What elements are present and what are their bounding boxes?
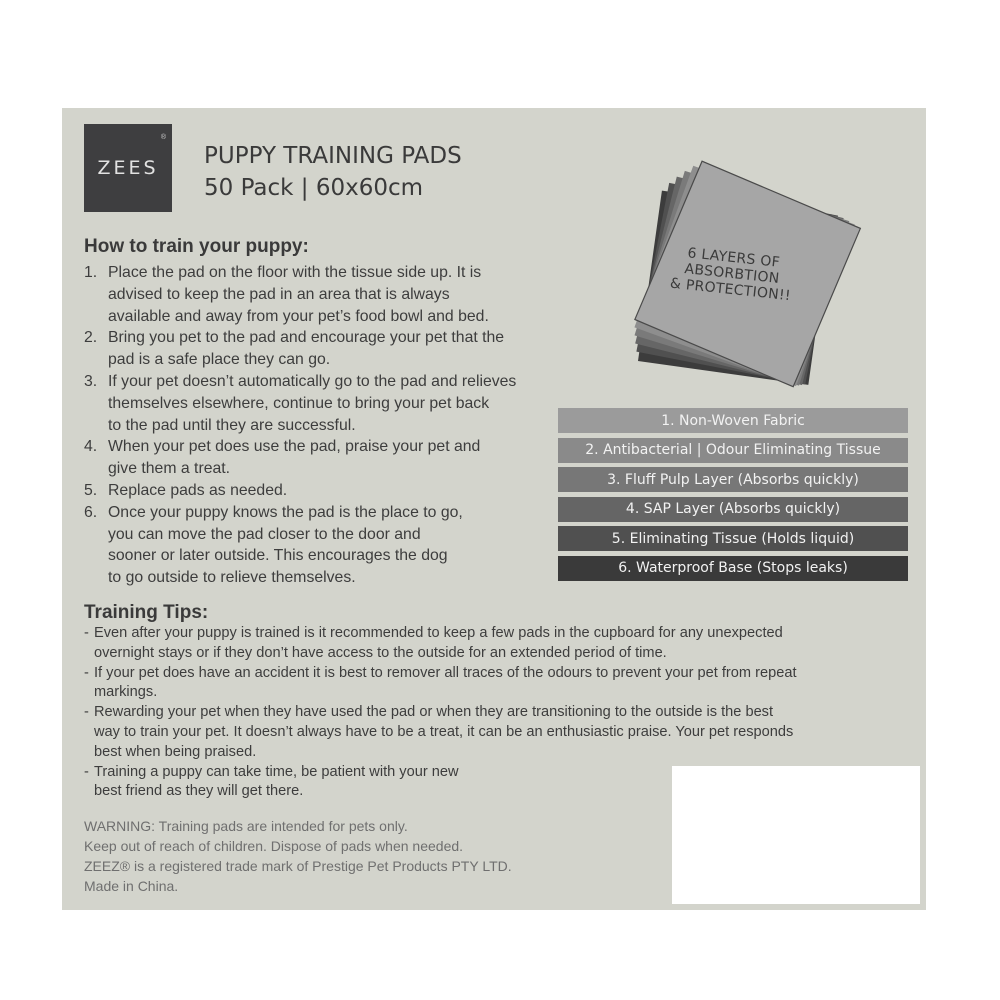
tip-text: If your pet does have an accident it is best to remover all traces of the odours to prevent your pet from repeat markings. [94, 664, 797, 701]
step-text: When your pet does use the pad, praise your pet and give them a treat. [108, 438, 481, 478]
layer-bar-6: 6. Waterproof Base (Stops leaks) [558, 556, 908, 581]
tip-item: - Training a puppy can take time, be patient with your new best friend as they will get there. [84, 763, 904, 803]
warning-line: Made in China. [84, 878, 179, 894]
step-text: Replace pads as needed. [108, 481, 288, 499]
step-text: Bring you pet to the pad and encourage your pet that the pad is a safe place they can go. [108, 329, 505, 369]
tip-text: Training a puppy can take time, be patient with your new best friend as they will get there. [94, 763, 459, 800]
logo-text: ZEES [97, 157, 159, 179]
step-number: 4. [84, 438, 98, 456]
layer-bar-5: 5. Eliminating Tissue (Holds liquid) [558, 526, 908, 551]
step-text: If your pet doesn’t automatically go to the pad and relieves themselves elsewhere, continue to bring your pet back to the pad until they are successful. [108, 372, 517, 434]
tip-text: Even after your puppy is trained is it recommended to keep a few pads in the cupboard for any unexpected overnight stays or if they don’t have access to the outside for an extended period of time. [94, 625, 783, 661]
step-number: 6. [84, 503, 98, 521]
warning-line: WARNING: Training pads are intended for pets only. [84, 818, 408, 834]
product-title-line2: 50 Pack | 60x60cm [204, 175, 424, 201]
product-title [204, 140, 462, 204]
step-item [84, 262, 584, 327]
step-item [84, 327, 584, 371]
warning-line: ZEEZ® is a registered trade mark of Prestige Pet Products PTY LTD. [84, 858, 512, 874]
warning-block [84, 816, 512, 896]
tips-heading: Training Tips: [84, 602, 209, 623]
how-to-heading: How to train your puppy: [84, 236, 309, 257]
graphic-label: 6 LAYERS OF ABSORBTION & PROTECTION!! [669, 245, 792, 305]
tip-text: Rewarding your pet when they have used the pad or when they are transitioning to the outside is the best way to train your pet. It doesn’t always have to be a treat, it can be an enthusiastic praise. Your pet responds best when being praised. [94, 704, 794, 760]
blank-label-area [672, 766, 920, 904]
tip-item: - Rewarding your pet when they have used the pad or when they are transitioning to the outside is the best way to train your pet. It doesn’t always have to be a treat, it can be an enthusiastic praise. Your pet responds best when being praised. [84, 703, 904, 762]
step-item [84, 480, 584, 502]
product-title-line1: PUPPY TRAINING PADS [204, 143, 462, 169]
logo-registered-mark: ® [160, 134, 166, 141]
layer-bar-3: 3. Fluff Pulp Layer (Absorbs quickly) [558, 467, 908, 492]
step-text: Once your puppy knows the pad is the place to go, you can move the pad closer to the door and sooner or later outside. This encourages the dog to go outside to relieve themselves. [108, 503, 463, 587]
layer-bar-1: 1. Non-Woven Fabric [558, 408, 908, 433]
brand-logo [84, 124, 172, 212]
step-item [84, 436, 584, 480]
step-number: 5. [84, 481, 98, 499]
layers-legend [558, 408, 908, 586]
step-item [84, 502, 584, 589]
warning-line: Keep out of reach of children. Dispose of pads when needed. [84, 838, 464, 854]
step-item [84, 371, 584, 436]
how-to-steps [84, 262, 584, 589]
step-text: Place the pad on the floor with the tissue side up. It is advised to keep the pad in an area that is always available and away from your pet’s food bowl and bed. [108, 264, 489, 325]
tip-item: - Even after your puppy is trained is it recommended to keep a few pads in the cupboard for any unexpected overnight stays or if they don’t have access to the outside for an extended period of time. [84, 624, 904, 664]
step-number: 3. [84, 372, 98, 390]
step-number: 2. [84, 329, 98, 347]
layer-bar-4: 4. SAP Layer (Absorbs quickly) [558, 497, 908, 522]
layer-bar-2: 2. Antibacterial | Odour Eliminating Tissue [558, 438, 908, 463]
tip-item: - If your pet does have an accident it is best to remover all traces of the odours to prevent your pet from repeat markings. [84, 664, 904, 704]
step-number: 1. [84, 264, 98, 281]
